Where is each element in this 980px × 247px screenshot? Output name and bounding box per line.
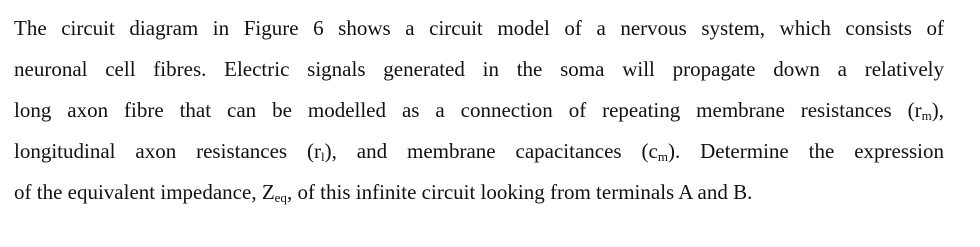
- subscript: eq: [274, 190, 287, 205]
- text-segment: longitudinal axon resistances (r: [14, 139, 321, 163]
- text-line-5: [14, 172, 944, 213]
- text-segment: , of this infinite circuit looking from terminals A and B.: [286, 180, 753, 204]
- text-segment: of the equivalent impedance, Z: [14, 180, 275, 204]
- subscript: l: [320, 149, 325, 164]
- text-line-2: neuronal cell fibres. Electric signals generated in the soma will propagate down a relatively: [14, 57, 944, 81]
- subscript: m: [657, 149, 668, 164]
- text-segment: ), and membrane capacitances (c: [324, 139, 658, 163]
- text-line-1: The circuit diagram in Figure 6 shows a circuit model of a nervous system, which consists of: [14, 16, 944, 40]
- subscript: m: [921, 108, 932, 123]
- text-segment: long axon fibre that can be modelled as a connection of repeating membrane resistances (r: [14, 98, 922, 122]
- text-line-3: [14, 90, 944, 131]
- problem-text: [14, 8, 944, 213]
- text-line-4: [14, 131, 944, 172]
- text-segment: ). Determine the expression: [667, 139, 945, 163]
- text-segment: ),: [931, 98, 944, 122]
